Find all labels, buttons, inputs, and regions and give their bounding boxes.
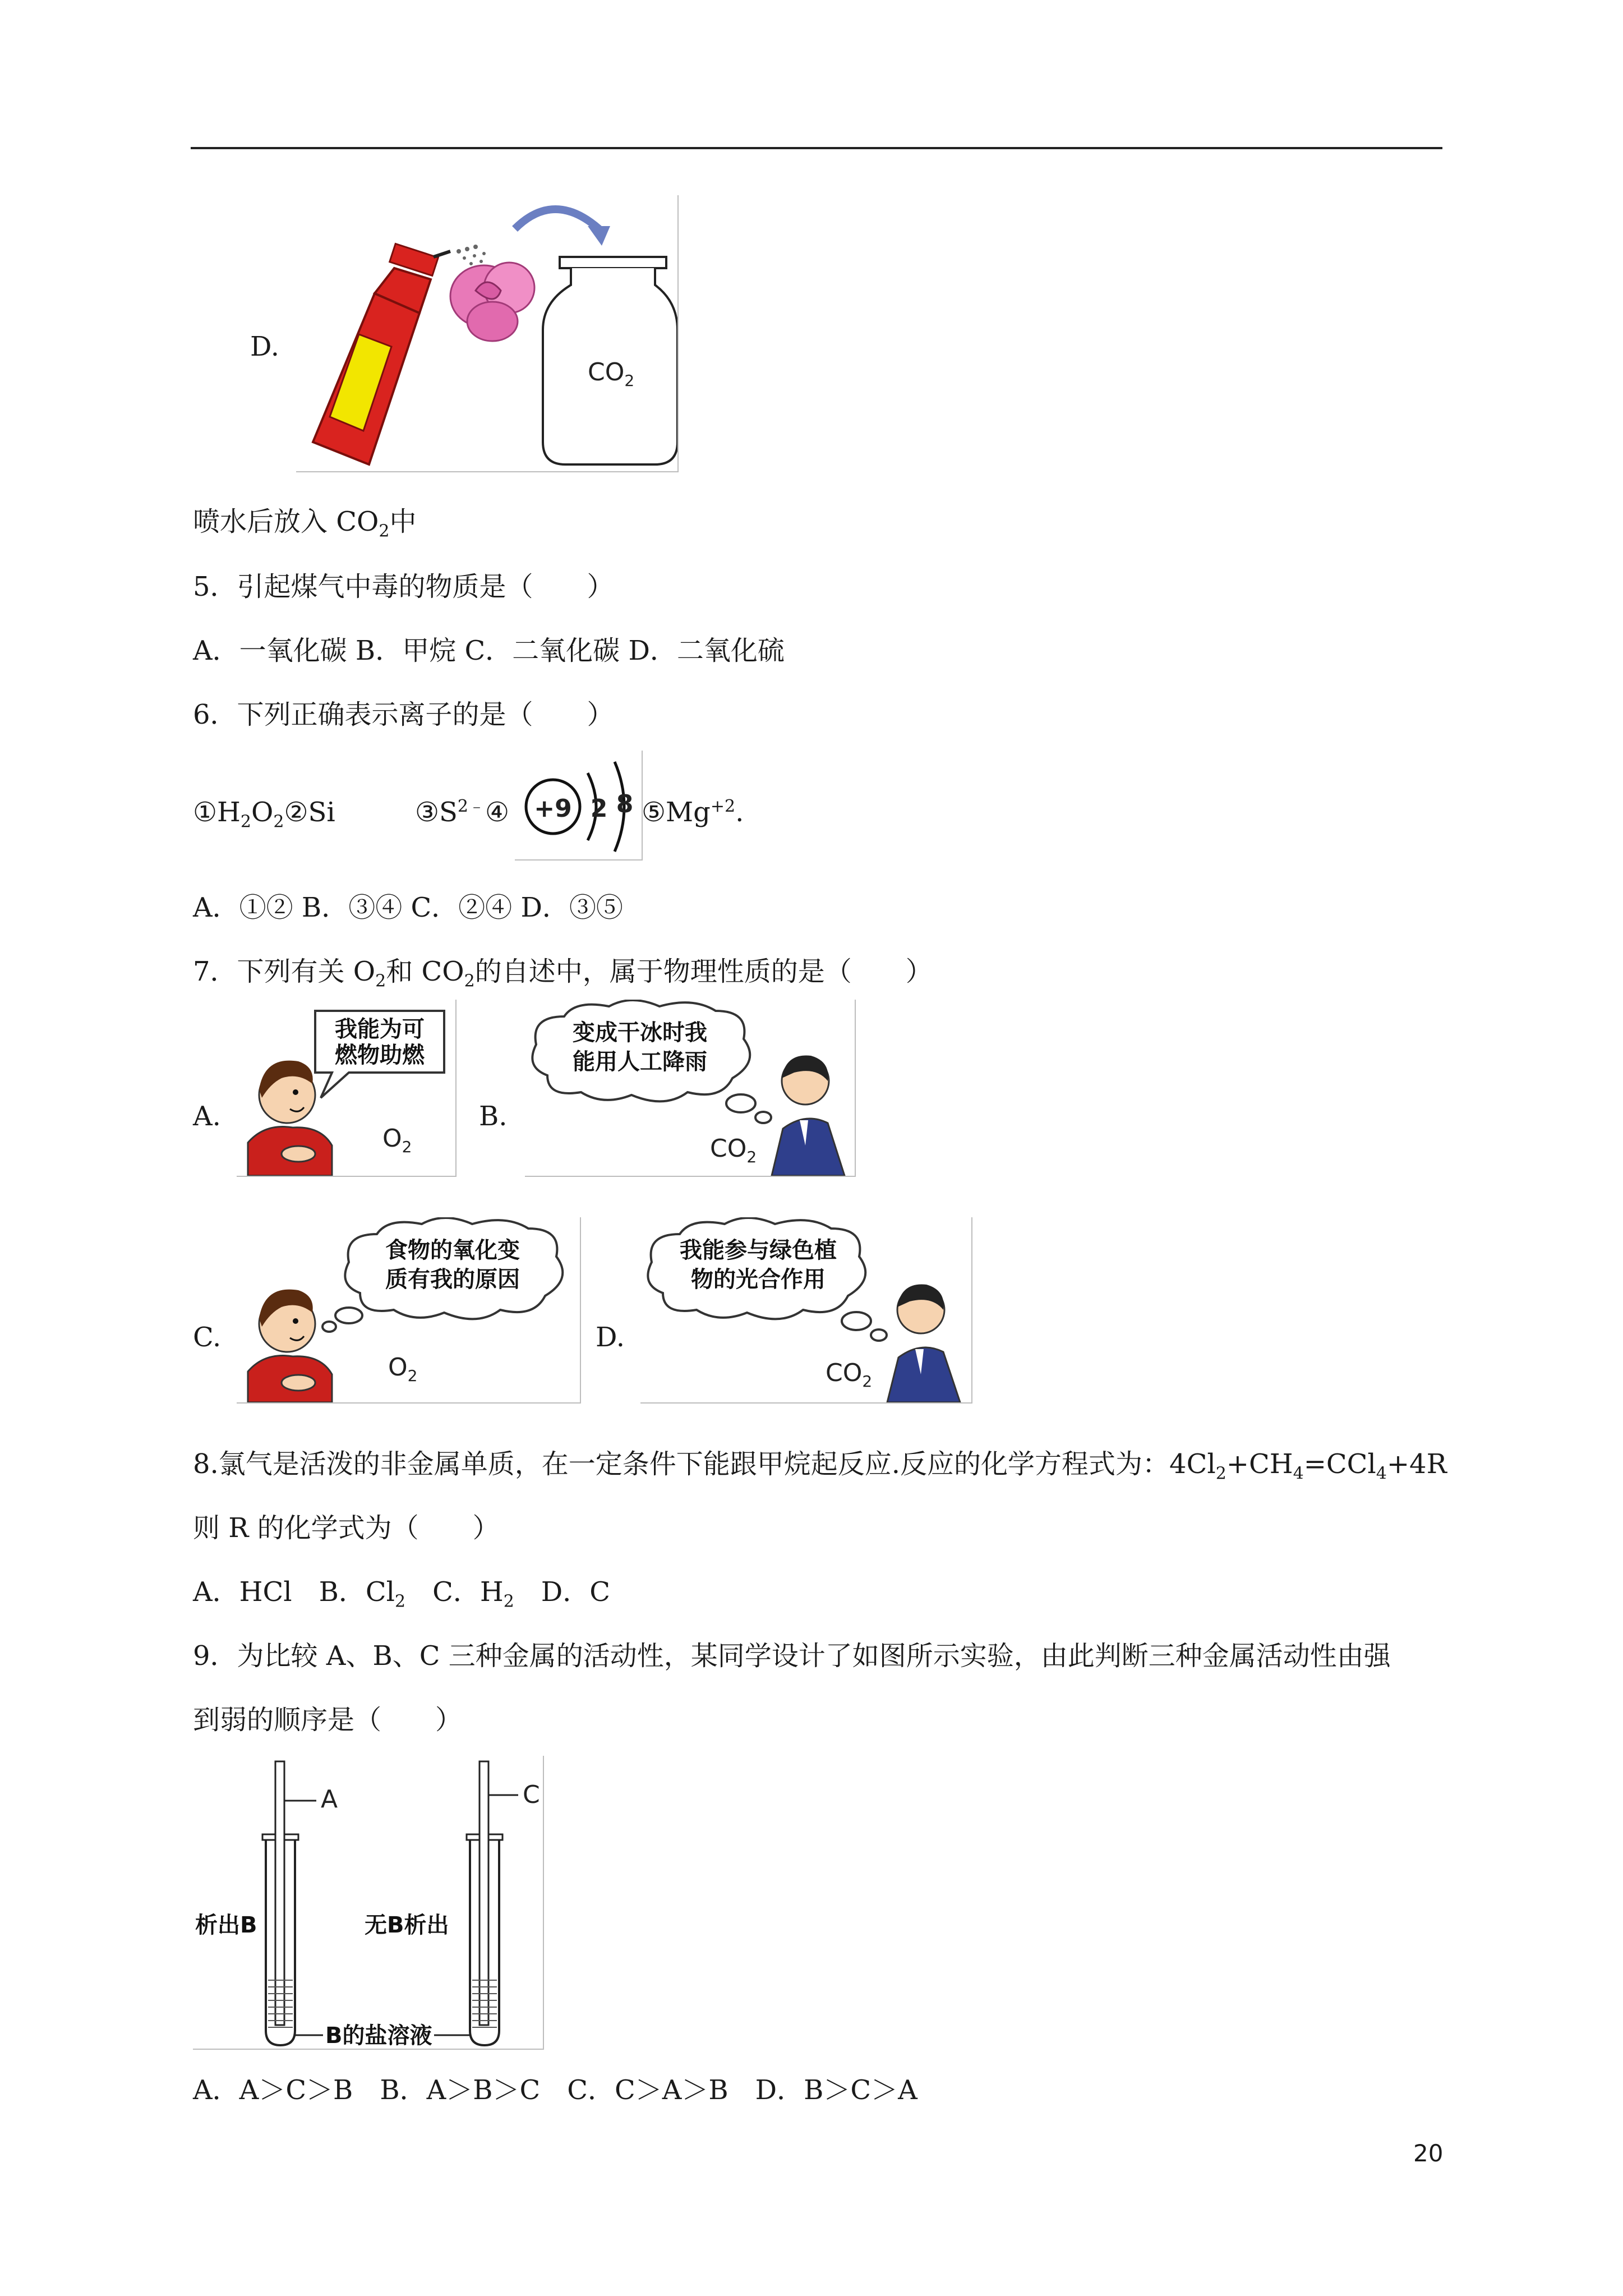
svg-text:燃物助燃: 燃物助燃 [335,1042,425,1068]
q9-line2: 到弱的顺序是（ ） [193,1704,463,1736]
q7-option-c-label: C. [193,1322,222,1353]
svg-text:8: 8 [616,790,634,818]
q6-items-3-4: $③S^{2﹣}④$ [415,797,510,828]
q7-option-b-label: B. [479,1101,508,1132]
boy-icon [248,1061,332,1176]
q7-option-d-label: D. [596,1322,625,1353]
spray-mist [457,245,486,265]
q5-stem: 5．引起煤气中毒的物质是（ ） [193,571,614,602]
svg-text:C: C [523,1780,540,1809]
q7-option-c-figure [237,1217,581,1404]
flower-icon [450,263,534,341]
man-icon [887,1285,960,1403]
man-icon [772,1056,845,1176]
boy-icon [248,1290,332,1402]
header-rule [191,147,1442,149]
test-tube-left-icon [262,1761,298,2045]
svg-text:质有我的原因: 质有我的原因 [385,1267,520,1292]
svg-text:无B析出: 无B析出 [365,1912,449,1938]
q7-option-b-figure [525,1000,856,1177]
svg-text:O2: $O_2$ [388,1353,418,1385]
svg-text:能用人工降雨: 能用人工降雨 [573,1049,707,1075]
svg-text:物的光合作用: 物的光合作用 [691,1267,826,1292]
q9-test-tube-figure [193,1756,544,2050]
svg-text:变成干冰时我: 变成干冰时我 [573,1020,707,1046]
q7-option-d-figure [640,1217,972,1404]
metal-strip-a [275,1761,284,2025]
q6-options: A．①② B．③④ C．②④ D．③⑤ [193,892,623,923]
q7-option-a-figure [237,1000,457,1177]
svg-text:CO2: $CO_2$ [826,1359,873,1391]
spray-bottle-icon [313,243,450,464]
spray-bottle-and-jar-illustration [296,195,677,471]
q8-line2: 则 R 的化学式为（ ） [193,1512,500,1544]
svg-text:食物的氧化变: 食物的氧化变 [385,1237,520,1263]
svg-text:析出B: 析出B [195,1912,257,1938]
q4-option-d-caption: 喷水后放入 $CO_2$中 [193,506,417,541]
svg-text:2: 2 [590,794,608,823]
svg-text:A: A [321,1785,338,1814]
page-number: 20 [1413,2139,1444,2167]
q8-line1: 8.氯气是活泼的非金属单质，在一定条件下能跟甲烷起反应.反应的化学方程式为：$4Cl_2+CH_4=CCl_4+4R$ [193,1448,1447,1484]
q9-options: A．A＞C＞B B．A＞B＞C C．C＞A＞B D．B＞C＞A [193,2074,917,2106]
q4-option-d-label: D. [250,331,280,362]
svg-text:B的盐溶液: B的盐溶液 [325,2023,432,2049]
svg-text:O2: $O_2$ [382,1124,412,1156]
q5-options: A．一氧化碳 B．甲烷 C．二氧化碳 D．二氧化硫 [193,635,785,666]
q8-options: A．HCl B．$Cl_2$ C．$H_2$ D．C [193,1576,611,1612]
q6-stem: 6．下列正确表示离子的是（ ） [193,699,614,730]
test-tube-right-icon [467,1761,502,2045]
metal-strip-c [479,1761,488,2025]
q7-option-a-label: A. [193,1101,221,1132]
q6-items: $①H_2O_2②Si$ [193,797,335,832]
svg-text:我能参与绿色植: 我能参与绿色植 [680,1237,837,1263]
svg-text:CO2: $CO_2$ [710,1134,757,1166]
curved-arrow-icon [515,209,599,229]
jar-label: $CO_2$ [588,358,635,390]
q4-option-d-figure [296,195,679,472]
q9-line1: 9．为比较 A、B、C 三种金属的活动性，某同学设计了如图所示实验，由此判断三种金属活动性由强 [193,1640,1391,1672]
q6-item-5: $⑤Mg^{+2}$. [642,797,744,828]
q7-stem: 7．下列有关 $O_2$和 $CO_2$的自述中，属于物理性质的是（ ） [193,956,933,991]
q6-atom-structure-diagram [515,751,643,861]
svg-text:+9: +9 [534,794,572,823]
svg-text:我能为可: 我能为可 [335,1016,425,1042]
